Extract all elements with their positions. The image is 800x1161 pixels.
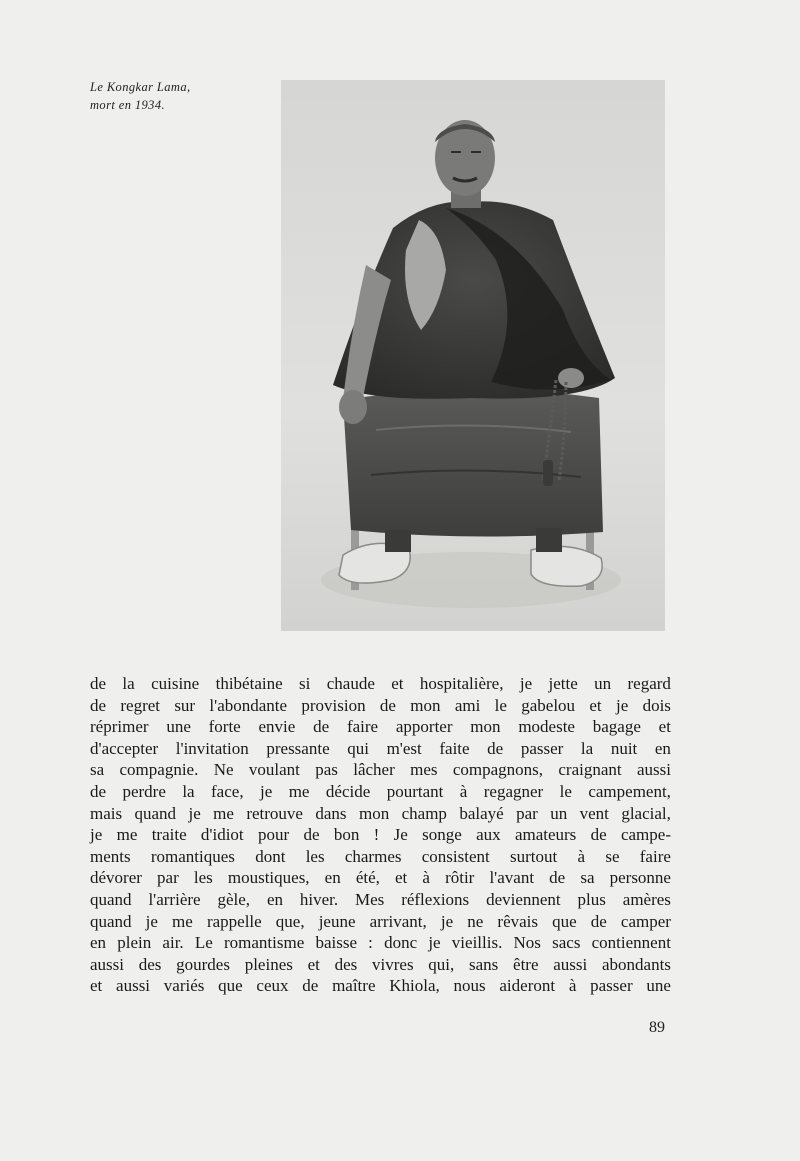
text-word: Khiola, — [389, 976, 440, 996]
text-word: deviennent — [486, 889, 561, 909]
text-word: le — [559, 781, 572, 801]
text-word: aux — [476, 825, 501, 845]
text-word: d'accepter — [90, 738, 159, 758]
text-word: Mes — [355, 889, 385, 909]
text-line — [90, 781, 671, 803]
text-word: Ne — [213, 760, 234, 780]
text-word: faire — [639, 846, 671, 866]
text-word: de — [590, 911, 607, 931]
text-word: maître — [332, 976, 376, 996]
text-word: passer — [590, 976, 633, 996]
text-word: mon — [470, 717, 501, 737]
text-word: sans — [469, 954, 499, 974]
text-word: pressante — [266, 738, 330, 758]
text-word: vent — [579, 803, 609, 823]
text-word: Nos — [513, 933, 541, 953]
text-word: me — [213, 803, 234, 823]
text-word: faire — [346, 717, 379, 737]
text-word: contiennent — [591, 933, 671, 953]
text-word: des — [334, 954, 358, 974]
text-word: dois — [642, 695, 671, 715]
text-word: en — [90, 933, 107, 953]
caption-line-1: Le Kongkar Lama, — [90, 80, 191, 94]
text-word: champ — [401, 803, 447, 823]
text-word: à — [459, 781, 468, 801]
text-word: de — [590, 825, 607, 845]
text-word: en — [324, 868, 341, 888]
text-word: à — [568, 976, 577, 996]
text-word: baisse — [315, 933, 357, 953]
text-word: que, — [275, 911, 305, 931]
text-line — [90, 759, 671, 781]
text-word: et — [395, 868, 408, 888]
text-word: dans — [315, 803, 347, 823]
text-word: regard — [627, 674, 671, 693]
text-word: thibétaine — [215, 674, 283, 693]
text-word: sa — [580, 868, 595, 888]
text-word: un — [550, 803, 568, 823]
text-word: je — [615, 695, 629, 715]
text-line — [90, 932, 671, 954]
text-word: faite — [439, 738, 470, 758]
text-word: par — [157, 868, 179, 888]
text-word: été, — [355, 868, 380, 888]
text-word: des — [138, 954, 162, 974]
text-word: qui — [347, 738, 369, 758]
text-word: vieillis. — [451, 933, 503, 953]
text-word: passer — [520, 738, 564, 758]
text-word: face, — [211, 781, 244, 801]
text-word: de — [487, 738, 504, 758]
text-word: l'invitation — [175, 738, 249, 758]
text-word: plus — [577, 889, 606, 909]
page-number: 89 — [649, 1019, 665, 1036]
text-word: je — [260, 781, 273, 801]
text-word: pour — [257, 825, 290, 845]
text-word: compagnie. — [119, 760, 199, 780]
text-word: lâcher — [353, 760, 395, 780]
text-word: d'idiot — [200, 825, 244, 845]
text-word: et — [90, 976, 103, 996]
text-word: la — [122, 674, 135, 693]
text-word: rôtir — [445, 868, 475, 888]
text-word: les — [305, 846, 325, 866]
text-word: camper — [620, 911, 671, 931]
text-word: si — [299, 674, 311, 693]
text-word: un — [594, 674, 612, 693]
text-word: je — [440, 911, 454, 931]
text-word: je — [145, 911, 158, 931]
text-word: et — [391, 674, 404, 693]
text-word: me — [172, 911, 193, 931]
text-word: bagage — [592, 717, 641, 737]
text-word: je — [90, 825, 103, 845]
text-word: en — [654, 738, 671, 758]
text-word: l'arrière — [148, 889, 201, 909]
text-word: sa — [90, 760, 105, 780]
text-word: donc — [384, 933, 418, 953]
text-word: une — [166, 717, 191, 737]
text-word: de — [313, 717, 330, 737]
text-word: m'est — [386, 738, 422, 758]
text-word: réprimer — [90, 717, 149, 737]
text-word: rêvais — [497, 911, 538, 931]
text-word: de — [379, 695, 396, 715]
text-word: variés — [163, 976, 205, 996]
text-word: et — [307, 954, 320, 974]
text-word: glacial, — [621, 803, 671, 823]
text-word: quand — [134, 803, 177, 823]
text-word: personne — [609, 868, 671, 888]
text-word: arrivant, — [369, 911, 427, 931]
text-word: gabelou — [521, 695, 576, 715]
text-word: l'abondante — [209, 695, 288, 715]
text-word: de — [90, 674, 107, 693]
text-word: me — [116, 825, 138, 845]
text-word: aussi — [553, 954, 588, 974]
caption-line-2: mort en 1934. — [90, 98, 165, 112]
text-word: de — [90, 695, 107, 715]
text-word: mon — [358, 803, 390, 823]
text-word: quand — [90, 889, 132, 909]
text-word: Je — [393, 825, 408, 845]
text-word: et — [658, 717, 671, 737]
text-word: abondants — [601, 954, 671, 974]
text-word: jeune — [318, 911, 356, 931]
text-word: la — [580, 738, 594, 758]
text-word: et — [589, 695, 602, 715]
text-line — [90, 889, 671, 911]
text-word: de — [302, 976, 319, 996]
text-line — [90, 911, 671, 933]
text-word: songe — [422, 825, 462, 845]
text-word: campement, — [588, 781, 671, 801]
lama-photograph — [281, 80, 665, 631]
text-word: Le — [194, 933, 213, 953]
text-word: décide — [325, 781, 371, 801]
text-line — [90, 867, 671, 889]
text-word: plein — [117, 933, 152, 953]
text-word: romantisme — [223, 933, 305, 953]
text-word: ments — [90, 846, 131, 866]
text-line — [90, 803, 671, 825]
text-line — [90, 738, 671, 760]
text-word: craignant — [558, 760, 622, 780]
text-word: regagner — [483, 781, 544, 801]
text-word: que — [218, 976, 243, 996]
text-word: se — [605, 846, 620, 866]
photo-caption — [90, 78, 260, 114]
text-word: à — [577, 846, 586, 866]
text-word: jette — [548, 674, 578, 693]
text-word: amateurs — [514, 825, 577, 845]
text-word: ceux — [256, 976, 289, 996]
text-word: mon — [410, 695, 441, 715]
text-word: quand — [90, 911, 132, 931]
text-word: mes — [410, 760, 438, 780]
text-word: voulant — [248, 760, 300, 780]
text-word: ne — [467, 911, 484, 931]
text-word: de — [549, 868, 566, 888]
text-word: je — [519, 674, 533, 693]
text-word: compagnons, — [452, 760, 544, 780]
text-word: air. — [162, 933, 184, 953]
text-word: les — [193, 868, 213, 888]
text-word: regret — [120, 695, 160, 715]
text-line — [90, 673, 671, 695]
text-word: perdre — [122, 781, 166, 801]
text-word: gèle, — [217, 889, 251, 909]
text-word: ! — [373, 825, 380, 845]
text-word: l'avant — [489, 868, 535, 888]
text-word: aussi — [116, 976, 151, 996]
text-word: aussi — [90, 954, 124, 974]
text-word: de — [303, 825, 320, 845]
text-word: modeste — [518, 717, 575, 737]
text-word: je — [188, 803, 201, 823]
text-word: consistent — [421, 846, 490, 866]
text-word: la — [182, 781, 195, 801]
text-word: en — [266, 889, 283, 909]
text-word: pas — [315, 760, 338, 780]
text-word: bon — [333, 825, 360, 845]
text-word: provision — [301, 695, 366, 715]
text-word: gourdes — [176, 954, 230, 974]
text-word: forte — [208, 717, 241, 737]
text-word: de — [90, 781, 107, 801]
text-word: balayé — [459, 803, 504, 823]
text-word: : — [368, 933, 373, 953]
text-word: hiver. — [299, 889, 339, 909]
text-word: rappelle — [206, 911, 262, 931]
text-word: dont — [255, 846, 286, 866]
text-word: amères — [622, 889, 671, 909]
text-word: une — [646, 976, 671, 996]
text-line — [90, 716, 671, 738]
text-word: dévorer — [90, 868, 142, 888]
text-line — [90, 954, 671, 976]
text-word: pourtant — [386, 781, 444, 801]
text-word: qui, — [428, 954, 455, 974]
text-word: chaude — [326, 674, 375, 693]
text-line — [90, 695, 671, 717]
text-word: par — [516, 803, 538, 823]
text-word: sacs — [552, 933, 581, 953]
text-word: aussi — [636, 760, 671, 780]
text-word: moustiques, — [227, 868, 310, 888]
text-word: charmes — [344, 846, 402, 866]
text-word: romantiques — [150, 846, 235, 866]
text-line — [90, 824, 671, 846]
text-word: que — [552, 911, 577, 931]
body-text — [90, 673, 671, 997]
text-word: retrouve — [246, 803, 303, 823]
text-word: nous — [453, 976, 486, 996]
text-word: le — [494, 695, 507, 715]
text-word: envie — [258, 717, 296, 737]
text-word: vivres — [372, 954, 414, 974]
text-word: pleines — [244, 954, 293, 974]
text-word: être — [513, 954, 539, 974]
text-word: hospitalière, — [419, 674, 504, 693]
text-word: nuit — [610, 738, 638, 758]
text-word: campe- — [620, 825, 671, 845]
text-word: ami — [454, 695, 481, 715]
text-word: à — [422, 868, 430, 888]
text-word: apporter — [395, 717, 453, 737]
text-word: sur — [174, 695, 196, 715]
text-word: me — [288, 781, 310, 801]
text-line — [90, 846, 671, 868]
text-word: je — [428, 933, 441, 953]
text-word: réflexions — [401, 889, 470, 909]
text-word: mais — [90, 803, 123, 823]
text-word: surtout — [510, 846, 558, 866]
text-word: aideront — [499, 976, 556, 996]
text-word: traite — [151, 825, 187, 845]
text-word: cuisine — [151, 674, 200, 693]
text-line — [90, 975, 671, 997]
